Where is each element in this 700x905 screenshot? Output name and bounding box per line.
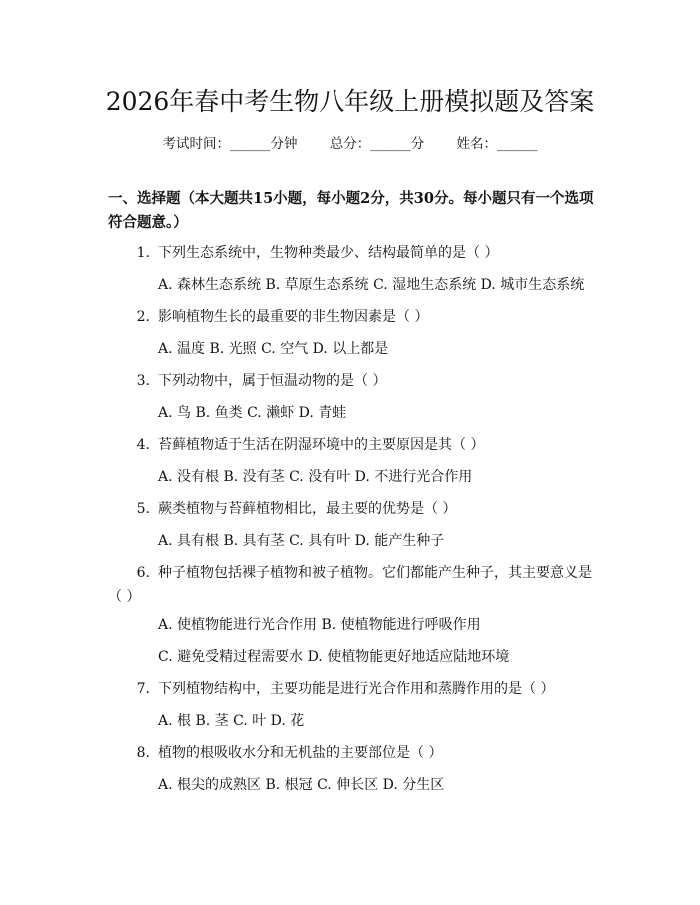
page-title: 2026年春中考生物八年级上册模拟题及答案 [105,87,595,116]
question-7-options: A. 根 B. 茎 C. 叶 D. 花 [158,713,305,729]
question-text: 植物的根吸收水分和无机盐的主要部位是（ ） [158,745,443,761]
question-text: 下列植物结构中，主要功能是进行光合作用和蒸腾作用的是（ ） [158,681,555,697]
question-number: 4. [136,437,150,453]
question-6-options-line-1: A. 使植物能进行光合作用 B. 使植物能进行呼吸作用 [158,617,481,633]
question-text: 蕨类植物与苔藓植物相比，最主要的优势是（ ） [158,501,457,517]
question-text: 种子植物包括裸子植物和被子植物。它们都能产生种子，其主要意义是（ ） [108,565,592,605]
question-number: 2. [136,309,150,325]
question-6 [108,561,598,609]
question-3 [108,369,598,393]
question-3-options: A. 鸟 B. 鱼类 C. 濑虾 D. 青蛙 [158,405,347,421]
question-number: 5. [136,501,150,517]
question-8 [108,741,598,765]
student-name: 姓名：______ [456,136,538,152]
question-text: 下列动物中，属于恒温动物的是（ ） [158,373,387,389]
question-6-options-line-2: C. 避免受精过程需要水 D. 使植物能更好地适应陆地环境 [158,649,510,665]
question-text: 苔藓植物适于生活在阴湿环境中的主要原因是其（ ） [158,437,485,453]
question-2-options: A. 温度 B. 光照 C. 空气 D. 以上都是 [158,341,389,357]
question-text: 影响植物生长的最重要的非生物因素是（ ） [158,309,429,325]
question-5-options: A. 具有根 B. 具有茎 C. 具有叶 D. 能产生种子 [158,533,445,549]
section-heading: 一、选择题（本大题共15小题，每小题2分，共30分。每小题只有一个选项符合题意。） [108,190,594,231]
exam-time: 考试时间：______分钟 [162,136,298,152]
question-4-options: A. 没有根 B. 没有茎 C. 没有叶 D. 不进行光合作用 [158,469,473,485]
question-number: 1. [136,245,150,261]
question-1-options: A. 森林生态系统 B. 草原生态系统 C. 湿地生态系统 D. 城市生态系统 [158,277,585,293]
total-score: 总分：______分 [329,136,425,152]
exam-meta [0,132,700,152]
question-number: 8. [136,745,150,761]
question-number: 3. [136,373,150,389]
question-number: 6. [136,565,150,581]
question-text: 下列生态系统中，生物种类最少、结构最简单的是（ ） [158,245,499,261]
question-1 [108,241,598,265]
question-number: 7. [136,681,150,697]
question-4 [108,433,598,457]
question-5 [108,497,598,521]
question-8-options: A. 根尖的成熟区 B. 根冠 C. 伸长区 D. 分生区 [158,777,445,793]
question-2 [108,305,598,329]
question-7 [108,677,598,701]
